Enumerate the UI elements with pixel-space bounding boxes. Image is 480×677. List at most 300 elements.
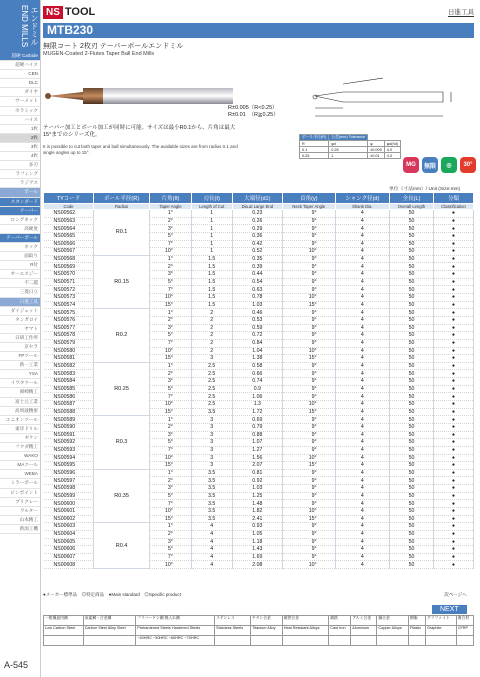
length-of-cut-cell: 1: [191, 248, 232, 256]
material-cell: 樹脂: [408, 616, 425, 626]
column-header: 全長(L): [390, 193, 434, 204]
sidebar-item[interactable]: WAKO: [0, 452, 40, 461]
taper-angle-cell: 3°: [150, 485, 192, 493]
overall-length-cell: 50: [390, 362, 434, 370]
tolerance-cell: φd: [329, 141, 368, 147]
sidebar-item[interactable]: 岡崎精工: [0, 388, 40, 397]
feature-badge-icon: MG: [403, 157, 419, 173]
classification-cell: ●: [434, 439, 474, 447]
taper-angle-cell: 7°: [150, 446, 192, 454]
sidebar-item[interactable]: 面取り: [0, 252, 40, 261]
classification-cell: ●: [434, 362, 474, 370]
code-cell: NS00569: [44, 263, 94, 271]
tool-photo: [45, 88, 233, 104]
column-subheader: Code: [44, 204, 94, 210]
overall-length-cell: 50: [390, 385, 434, 393]
neck-angle-cell: 9°: [283, 278, 336, 286]
sidebar-item[interactable]: 高周波精密: [0, 407, 40, 416]
sidebar-item[interactable]: CBN: [0, 70, 40, 79]
material-cell: 一般構造用鋼: [44, 616, 84, 626]
classification-cell: ●: [434, 538, 474, 546]
shank-dia-cell: 4: [335, 217, 389, 225]
large-end-dia-cell: 1.48: [232, 500, 282, 508]
code-cell: NS00584: [44, 378, 94, 386]
neck-angle-cell: 10°: [283, 347, 336, 355]
sidebar-item[interactable]: イワタツール: [0, 379, 40, 388]
classification-cell: ●: [434, 431, 474, 439]
length-of-cut-cell: 3.5: [191, 492, 232, 500]
material-cell: Low Carbon Steel: [44, 626, 84, 636]
taper-angle-cell: 5°: [150, 492, 192, 500]
sidebar-item[interactable]: ボール: [0, 188, 40, 197]
sidebar-item[interactable]: ロングネック: [0, 216, 40, 225]
neck-angle-cell: 9°: [283, 362, 336, 370]
next-page-label: 次ページへ: [444, 592, 467, 597]
sidebar-item[interactable]: 2枚: [0, 134, 40, 143]
code-cell: NS00600: [44, 500, 94, 508]
large-end-dia-cell: 0.69: [232, 416, 282, 424]
sidebar-item[interactable]: 3枚: [0, 143, 40, 152]
neck-angle-cell: 10°: [283, 294, 336, 302]
code-cell: NS00582: [44, 362, 94, 370]
tolerance-cell: 0.25: [300, 153, 329, 159]
taper-angle-cell: 15°: [150, 355, 192, 363]
material-cell: CFRP: [456, 626, 473, 636]
overall-length-cell: 50: [390, 431, 434, 439]
sidebar-item[interactable]: YSA: [0, 370, 40, 379]
large-end-dia-cell: 1.06: [232, 393, 282, 401]
sidebar-item[interactable]: ダイヤ: [0, 88, 40, 97]
overall-length-cell: 50: [390, 271, 434, 279]
brand-logo-ns: NS: [43, 6, 63, 19]
classification-cell: ●: [434, 355, 474, 363]
sidebar-item[interactable]: 高硬度: [0, 225, 40, 234]
neck-angle-cell: 9°: [283, 286, 336, 294]
length-of-cut-cell: 4: [191, 561, 232, 569]
length-of-cut-cell: 3.5: [191, 485, 232, 493]
length-of-cut-cell: 1.5: [191, 278, 232, 286]
sidebar-item[interactable]: 富士元工業: [0, 398, 40, 407]
radius-cell: R0.35: [94, 469, 150, 522]
classification-cell: ●: [434, 393, 474, 401]
taper-angle-cell: 15°: [150, 301, 192, 309]
material-cell: Plastic: [408, 626, 425, 636]
overall-length-cell: 50: [390, 316, 434, 324]
taper-angle-cell: 10°: [150, 294, 192, 302]
sidebar-item[interactable]: ネック: [0, 243, 40, 252]
sidebar-item[interactable]: ミラーボール: [0, 479, 40, 488]
overall-length-cell: 50: [390, 309, 434, 317]
material-cell: Prehardened Steels Hardened Steels: [136, 626, 215, 636]
tolerance-cell: R: [300, 141, 329, 147]
large-end-dia-cell: 0.93: [232, 523, 282, 531]
material-cell: 耐熱合金: [282, 616, 329, 626]
neck-angle-cell: 10°: [283, 401, 336, 409]
shank-dia-cell: 4: [335, 263, 389, 271]
neck-angle-cell: 9°: [283, 439, 336, 447]
shank-dia-cell: 4: [335, 309, 389, 317]
material-cell: チタン合金: [251, 616, 283, 626]
neck-angle-cell: 10°: [283, 507, 336, 515]
overall-length-cell: 50: [390, 423, 434, 431]
material-cell: Copper Alloys: [377, 626, 409, 636]
code-cell: NS00586: [44, 393, 94, 401]
taper-angle-cell: 2°: [150, 217, 192, 225]
length-of-cut-cell: 4: [191, 523, 232, 531]
overall-length-cell: 50: [390, 255, 434, 263]
code-cell: NS00591: [44, 431, 94, 439]
taper-angle-cell: 7°: [150, 500, 192, 508]
classification-cell: ●: [434, 240, 474, 248]
maker-name: 日進工具: [448, 9, 474, 16]
shank-dia-cell: 4: [335, 492, 389, 500]
classification-cell: ●: [434, 446, 474, 454]
overall-length-cell: 50: [390, 492, 434, 500]
overall-length-cell: 50: [390, 523, 434, 531]
large-end-dia-cell: 0.78: [232, 294, 282, 302]
sidebar-item[interactable]: ユニオンツール: [0, 416, 40, 425]
taper-angle-cell: 2°: [150, 263, 192, 271]
material-cell: Aluminum: [351, 626, 377, 636]
material-cell: Graphite: [425, 626, 456, 636]
taper-angle-cell: 3°: [150, 378, 192, 386]
length-of-cut-cell: 1: [191, 240, 232, 248]
unit-note: 単位（寸法mm）/ Unit (Size:mm): [389, 187, 461, 192]
shank-dia-cell: 4: [335, 316, 389, 324]
material-cell: [425, 636, 456, 646]
neck-angle-cell: 9°: [283, 263, 336, 271]
material-cell: ~40HRC ~50HRC ~60HRC ~70HRC: [136, 636, 215, 646]
code-cell: NS00599: [44, 492, 94, 500]
classification-cell: ●: [434, 546, 474, 554]
tolerance-cell: ±0.01: [368, 153, 385, 159]
classification-cell: ●: [434, 232, 474, 240]
sidebar-item[interactable]: WEBA: [0, 470, 40, 479]
sidebar-item[interactable]: フクダ精工: [0, 443, 40, 452]
sidebar-item[interactable]: ハイス: [0, 116, 40, 125]
tolerance-cell: 1: [329, 153, 368, 159]
overall-length-cell: 50: [390, 332, 434, 340]
neck-angle-cell: 9°: [283, 232, 336, 240]
neck-angle-cell: 10°: [283, 454, 336, 462]
material-cell: Heat Resistant Alloys: [282, 626, 329, 636]
sidebar-item[interactable]: 日進工具: [0, 298, 40, 307]
model-title: MTB230: [43, 23, 474, 38]
sidebar-item[interactable]: 不二越: [0, 279, 40, 288]
code-cell: NS00603: [44, 523, 94, 531]
classification-cell: ●: [434, 500, 474, 508]
material-row: [44, 626, 474, 636]
large-end-dia-cell: 0.54: [232, 278, 282, 286]
overall-length-cell: 50: [390, 286, 434, 294]
overall-length-cell: 50: [390, 530, 434, 538]
code-cell: NS00606: [44, 546, 94, 554]
taper-angle-cell: 5°: [150, 546, 192, 554]
classification-cell: ●: [434, 530, 474, 538]
taper-angle-cell: 7°: [150, 339, 192, 347]
radius-cell: R0.3: [94, 416, 150, 469]
overall-length-cell: 50: [390, 232, 434, 240]
code-cell: NS00592: [44, 439, 94, 447]
overall-length-cell: 50: [390, 278, 434, 286]
length-of-cut-cell: 2: [191, 324, 232, 332]
sidebar-item[interactable]: 新一工業: [0, 361, 40, 370]
code-cell: NS00567: [44, 248, 94, 256]
taper-angle-cell: 1°: [150, 255, 192, 263]
sidebar-item[interactable]: 多刃: [0, 161, 40, 170]
length-of-cut-cell: 3.5: [191, 507, 232, 515]
shank-dia-cell: 4: [335, 462, 389, 470]
sidebar-item[interactable]: 京セラ: [0, 343, 40, 352]
large-end-dia-cell: 0.46: [232, 309, 282, 317]
classification-cell: ●: [434, 263, 474, 271]
sidebar-item[interactable]: FPツール: [0, 352, 40, 361]
sidebar-item[interactable]: プリクレー: [0, 498, 40, 507]
page-number: A-545: [4, 660, 29, 670]
shank-dia-cell: 4: [335, 423, 389, 431]
code-cell: NS00565: [44, 232, 94, 240]
column-header: 大端径(d1): [232, 193, 282, 204]
sidebar-item[interactable]: セラミック: [0, 107, 40, 116]
sidebar-item[interactable]: ワルター: [0, 507, 40, 516]
sidebar-item[interactable]: ピンポイント: [0, 489, 40, 498]
column-header: シャンク径(d): [335, 193, 389, 204]
classification-cell: ●: [434, 294, 474, 302]
code-cell: NS00596: [44, 469, 94, 477]
classification-cell: ●: [434, 278, 474, 286]
length-of-cut-cell: 3: [191, 462, 232, 470]
shank-dia-cell: 4: [335, 324, 389, 332]
product-title-en: MUGEN-Coated 2-Flutes Taper Ball End Mills: [43, 51, 155, 57]
length-of-cut-cell: 2.5: [191, 393, 232, 401]
taper-angle-cell: 3°: [150, 431, 192, 439]
material-cell: [329, 636, 351, 646]
length-of-cut-cell: 2.5: [191, 385, 232, 393]
neck-angle-cell: 9°: [283, 446, 336, 454]
tolerance-line-1: R±0.005（R<0.25）: [228, 105, 278, 111]
sidebar-item[interactable]: 4枚: [0, 152, 40, 161]
length-of-cut-cell: 1.5: [191, 301, 232, 309]
overall-length-cell: 50: [390, 217, 434, 225]
length-of-cut-cell: 4: [191, 553, 232, 561]
neck-angle-cell: 9°: [283, 339, 336, 347]
overall-length-cell: 50: [390, 469, 434, 477]
tolerance-line-2: R±0.01 （R≧0.25）: [228, 112, 279, 118]
sidebar-item[interactable]: 超硬 Carbide: [0, 52, 40, 61]
code-cell: NS00580: [44, 347, 94, 355]
shank-dia-cell: 4: [335, 530, 389, 538]
classification-cell: ●: [434, 378, 474, 386]
large-end-dia-cell: 0.29: [232, 225, 282, 233]
taper-angle-cell: 10°: [150, 401, 192, 409]
large-end-dia-cell: 0.81: [232, 469, 282, 477]
taper-angle-cell: 3°: [150, 324, 192, 332]
sidebar-item[interactable]: オーエスジー: [0, 270, 40, 279]
dimension-diagram: [313, 78, 451, 116]
overall-length-cell: 50: [390, 294, 434, 302]
sidebar-item[interactable]: ダイジェット: [0, 307, 40, 316]
large-end-dia-cell: 1.05: [232, 530, 282, 538]
taper-angle-cell: 1°: [150, 362, 192, 370]
overall-length-cell: 50: [390, 538, 434, 546]
column-header: 刃長(ℓ): [191, 193, 232, 204]
neck-angle-cell: 9°: [283, 217, 336, 225]
taper-angle-cell: 1°: [150, 416, 192, 424]
classification-cell: ●: [434, 385, 474, 393]
sidebar-item[interactable]: DLC: [0, 79, 40, 88]
taper-angle-cell: 15°: [150, 462, 192, 470]
shank-dia-cell: 4: [335, 370, 389, 378]
overall-length-cell: 50: [390, 263, 434, 271]
sidebar-item[interactable]: R付: [0, 261, 40, 270]
neck-angle-cell: 15°: [283, 301, 336, 309]
sidebar-item[interactable]: ギケン: [0, 434, 40, 443]
classification-cell: ●: [434, 469, 474, 477]
overall-length-cell: 50: [390, 210, 434, 218]
length-of-cut-cell: 3: [191, 454, 232, 462]
sidebar-item[interactable]: ヤマト: [0, 325, 40, 334]
classification-cell: ●: [434, 248, 474, 256]
sidebar-item[interactable]: 山本精工: [0, 516, 40, 525]
column-subheader: Taper Angle: [150, 204, 192, 210]
length-of-cut-cell: 3.5: [191, 515, 232, 523]
tolerance-table: [299, 134, 401, 159]
overall-length-cell: 50: [390, 462, 434, 470]
classification-cell: ●: [434, 462, 474, 470]
neck-angle-cell: 9°: [283, 492, 336, 500]
sidebar-item[interactable]: サーメット: [0, 97, 40, 106]
neck-angle-cell: 9°: [283, 393, 336, 401]
code-cell: NS00604: [44, 530, 94, 538]
classification-cell: ●: [434, 553, 474, 561]
overall-length-cell: 50: [390, 301, 434, 309]
large-end-dia-cell: 1.82: [232, 507, 282, 515]
sidebar-item[interactable]: 新潟工機: [0, 525, 40, 534]
sidebar-item[interactable]: スタンダード: [0, 198, 40, 207]
description-en: It is possible to cut both taper and ball simultaneously. The available sizes are from radius 0.1 and single angles up to 15°.: [43, 144, 238, 155]
neck-angle-cell: 9°: [283, 423, 336, 431]
sidebar-item[interactable]: 超硬ハイス: [0, 61, 40, 70]
sidebar-item[interactable]: テーパー: [0, 207, 40, 216]
sidebar-item[interactable]: 東洋ドリル: [0, 425, 40, 434]
column-header: TYコード: [44, 193, 94, 204]
classification-cell: ●: [434, 416, 474, 424]
sidebar-item[interactable]: MAツール: [0, 461, 40, 470]
next-button[interactable]: NEXT: [432, 605, 467, 614]
length-of-cut-cell: 1.5: [191, 263, 232, 271]
overall-length-cell: 50: [390, 416, 434, 424]
taper-angle-cell: 2°: [150, 423, 192, 431]
classification-cell: ●: [434, 309, 474, 317]
code-cell: NS00574: [44, 301, 94, 309]
shank-dia-cell: 4: [335, 408, 389, 416]
neck-angle-cell: 9°: [283, 431, 336, 439]
overall-length-cell: 50: [390, 546, 434, 554]
sidebar-item[interactable]: ラジアス: [0, 179, 40, 188]
taper-angle-cell: 15°: [150, 408, 192, 416]
length-of-cut-cell: 1.5: [191, 255, 232, 263]
code-cell: NS00583: [44, 370, 94, 378]
main-content: [43, 4, 474, 640]
shank-dia-cell: 4: [335, 339, 389, 347]
large-end-dia-cell: 1.3: [232, 401, 282, 409]
tolerance-cell: φd(h4): [384, 141, 400, 147]
neck-angle-cell: 9°: [283, 225, 336, 233]
next-area: [432, 592, 467, 616]
sidebar-item[interactable]: ラフィング: [0, 170, 40, 179]
large-end-dia-cell: 0.42: [232, 240, 282, 248]
tolerance-cell: 0.1: [300, 147, 329, 153]
large-end-dia-cell: 0.92: [232, 477, 282, 485]
code-cell: NS00578: [44, 332, 94, 340]
legend: ●メーカー標準品 ◎特定商品 ●Main standard ◎Specific product: [43, 592, 181, 597]
large-end-dia-cell: 1.27: [232, 446, 282, 454]
sidebar-item[interactable]: 日研工作所: [0, 334, 40, 343]
length-of-cut-cell: 1.5: [191, 286, 232, 294]
tolerance-cell: ボール半径(R): [300, 135, 329, 141]
neck-angle-cell: 9°: [283, 240, 336, 248]
shank-dia-cell: 4: [335, 477, 389, 485]
shank-dia-cell: 4: [335, 485, 389, 493]
length-of-cut-cell: 2: [191, 309, 232, 317]
material-cell: [282, 636, 329, 646]
length-of-cut-cell: 4: [191, 530, 232, 538]
shank-dia-cell: 4: [335, 523, 389, 531]
overall-length-cell: 50: [390, 553, 434, 561]
length-of-cut-cell: 3.5: [191, 469, 232, 477]
classification-cell: ●: [434, 332, 474, 340]
sidebar-item[interactable]: 三菱日立: [0, 288, 40, 297]
neck-angle-cell: 15°: [283, 462, 336, 470]
taper-angle-cell: 3°: [150, 225, 192, 233]
shank-dia-cell: 4: [335, 385, 389, 393]
classification-cell: ●: [434, 316, 474, 324]
classification-cell: ●: [434, 515, 474, 523]
classification-cell: ●: [434, 477, 474, 485]
overall-length-cell: 50: [390, 339, 434, 347]
large-end-dia-cell: 1.38: [232, 355, 282, 363]
neck-angle-cell: 9°: [283, 378, 336, 386]
shank-dia-cell: 4: [335, 347, 389, 355]
large-end-dia-cell: 1.43: [232, 546, 282, 554]
large-end-dia-cell: 2.41: [232, 515, 282, 523]
radius-cell: R0.1: [94, 210, 150, 256]
code-cell: NS00608: [44, 561, 94, 569]
length-of-cut-cell: 4: [191, 538, 232, 546]
feature-badge-icon: 無限: [422, 157, 438, 173]
length-of-cut-cell: 1: [191, 225, 232, 233]
overall-length-cell: 50: [390, 500, 434, 508]
material-cell: 炭素鋼・合金鋼: [83, 616, 136, 626]
shank-dia-cell: 4: [335, 355, 389, 363]
taper-angle-cell: 10°: [150, 347, 192, 355]
length-of-cut-cell: 3: [191, 355, 232, 363]
brand-logo-tool: TOOL: [64, 6, 96, 18]
large-end-dia-cell: 1.04: [232, 347, 282, 355]
column-subheader: Classification: [434, 204, 474, 210]
neck-angle-cell: 9°: [283, 416, 336, 424]
code-cell: NS00566: [44, 240, 94, 248]
column-header: 分類: [434, 193, 474, 204]
sidebar-item[interactable]: テーパーボール: [0, 234, 40, 243]
sidebar-item[interactable]: タンガロイ: [0, 316, 40, 325]
length-of-cut-cell: 1: [191, 210, 232, 218]
shank-dia-cell: 4: [335, 248, 389, 256]
classification-cell: ●: [434, 401, 474, 409]
neck-angle-cell: 9°: [283, 500, 336, 508]
sidebar-item[interactable]: 1枚: [0, 125, 40, 134]
overall-length-cell: 50: [390, 561, 434, 569]
